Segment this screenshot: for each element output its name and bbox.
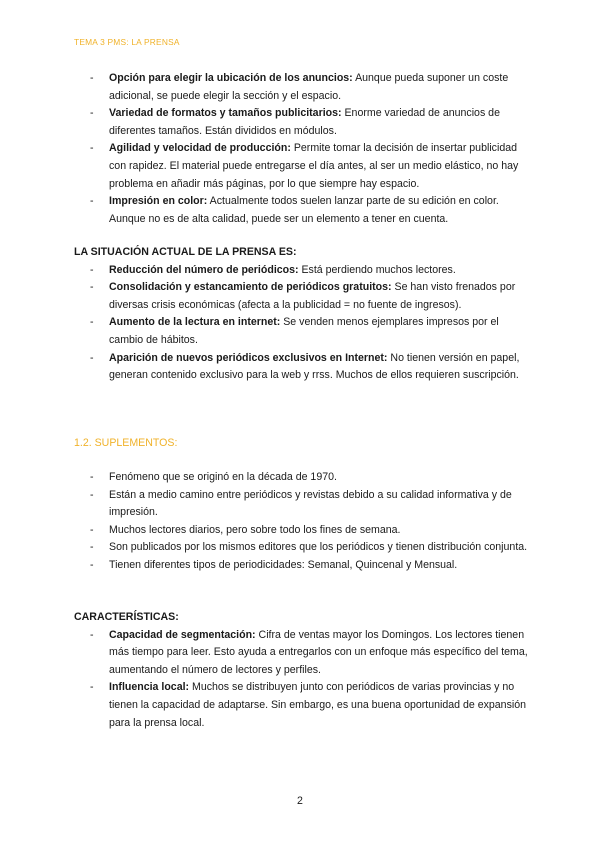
item-text: Enorme variedad de anuncios de diferentes tamaños. Están divididos en módulos. [109, 107, 500, 137]
item-term: Impresión en color: [109, 195, 208, 208]
item-text: Cifra de ventas mayor los Domingos. Los lectores tienen más tiempo para leer. Esto ayuda a entregarlos con un enfoque más específico del tema, aumentando el número de lectores y perfiles. [109, 628, 528, 676]
item-term: Reducción del número de periódicos: [109, 263, 299, 276]
list-item [74, 140, 534, 193]
list-item [74, 539, 534, 557]
list-item [74, 557, 534, 575]
list-item [74, 193, 534, 228]
list-item [74, 350, 534, 385]
item-term: Consolidación y estancamiento de periódicos gratuitos: [109, 281, 392, 294]
list-dash: - [90, 541, 94, 554]
item-text: Aunque pueda suponer un coste adicional, se puede elegir la sección y el espacio. [109, 72, 509, 102]
list-item [74, 70, 534, 105]
item-text: Actualmente todos suelen lanzar parte de su edición en color. Aunque no es de alta calidad, puede ser un elemento a tener en cuenta. [109, 195, 499, 225]
advertising-advantages-section [74, 70, 534, 228]
item-text: Muchos lectores diarios, pero sobre todo los fines de semana. [109, 523, 401, 536]
list-item [74, 487, 534, 522]
item-text: No tienen versión en papel, generan contenido exclusivo para la web y rrss. Muchos de ellos requieren suscripción. [109, 351, 520, 382]
item-text: Fenómeno que se originó en la década de 1970. [109, 471, 337, 483]
item-text: Está perdiendo muchos lectores. [298, 263, 456, 276]
item-text: Están a medio camino entre periódicos y revistas debido a su calidad informativa y de impresión. [109, 488, 512, 519]
list-item [74, 279, 534, 314]
list-dash: - [90, 471, 94, 483]
item-term: Aparición de nuevos periódicos exclusivos en Internet: [109, 351, 388, 364]
list-dash: - [90, 523, 94, 536]
list-dash: - [90, 558, 94, 571]
section-title: 1.2. SUPLEMENTOS: [74, 437, 178, 449]
list-dash: - [90, 281, 94, 294]
supplements-section [74, 435, 534, 453]
item-term: Agilidad y velocidad de producción: [109, 142, 291, 155]
list-dash: - [90, 195, 94, 208]
page-number: 2 [297, 795, 303, 807]
advantages-list [74, 70, 534, 228]
list-item [74, 627, 534, 680]
list-dash: - [90, 72, 94, 84]
list-item [74, 522, 534, 540]
list-dash: - [90, 488, 94, 501]
list-item [74, 314, 534, 349]
list-dash: - [90, 107, 94, 120]
list-dash: - [90, 351, 94, 364]
list-dash: - [90, 142, 94, 155]
current-situation-section [74, 244, 534, 385]
supplements-list [74, 469, 534, 575]
item-text: Se venden menos ejemplares impresos por el cambio de hábitos. [109, 316, 499, 346]
list-item [74, 469, 534, 487]
item-term: Opción para elegir la ubicación de los anuncios: [109, 72, 353, 84]
features-section [74, 609, 534, 732]
document-header: TEMA 3 PMS: LA PRENSA [74, 37, 180, 47]
item-term: Variedad de formatos y tamaños publicitarios: [109, 107, 342, 120]
item-text: Tienen diferentes tipos de periodicidades: Semanal, Quincenal y Mensual. [109, 558, 458, 571]
list-item [74, 262, 534, 280]
list-dash: - [90, 681, 94, 694]
list-item [74, 105, 534, 140]
list-dash: - [90, 628, 94, 641]
list-dash: - [90, 316, 94, 329]
list-dash: - [90, 263, 94, 276]
item-text: Permite tomar la decisión de insertar publicidad con rapidez. El material puede entregarse el día antes, al ser un medio elástico, no hay problema en añadir más páginas, por lo que siempre hay espacio. [109, 142, 519, 190]
situation-list [74, 262, 534, 385]
item-text: Muchos se distribuyen junto con periódicos de varias provincias y no tienen la capacidad de adaptarse. Sin embargo, es una buena oportunidad de expansión para la prensa local. [109, 681, 526, 729]
features-list [74, 627, 534, 733]
section-heading: CARACTERÍSTICAS: [74, 611, 179, 623]
item-text: Son publicados por los mismos editores que los periódicos y tienen distribución conjunta. [109, 541, 528, 554]
section-heading: LA SITUACIÓN ACTUAL DE LA PRENSA ES: [74, 246, 297, 258]
item-term: Aumento de la lectura en internet: [109, 316, 281, 329]
item-term: Capacidad de segmentación: [109, 628, 256, 641]
item-text: Se han visto frenados por diversas crisis económicas (afecta a la publicidad = no fuente de ingresos). [109, 281, 516, 311]
supplements-list-block [74, 469, 534, 575]
item-term: Influencia local: [109, 681, 190, 694]
list-item [74, 679, 534, 732]
